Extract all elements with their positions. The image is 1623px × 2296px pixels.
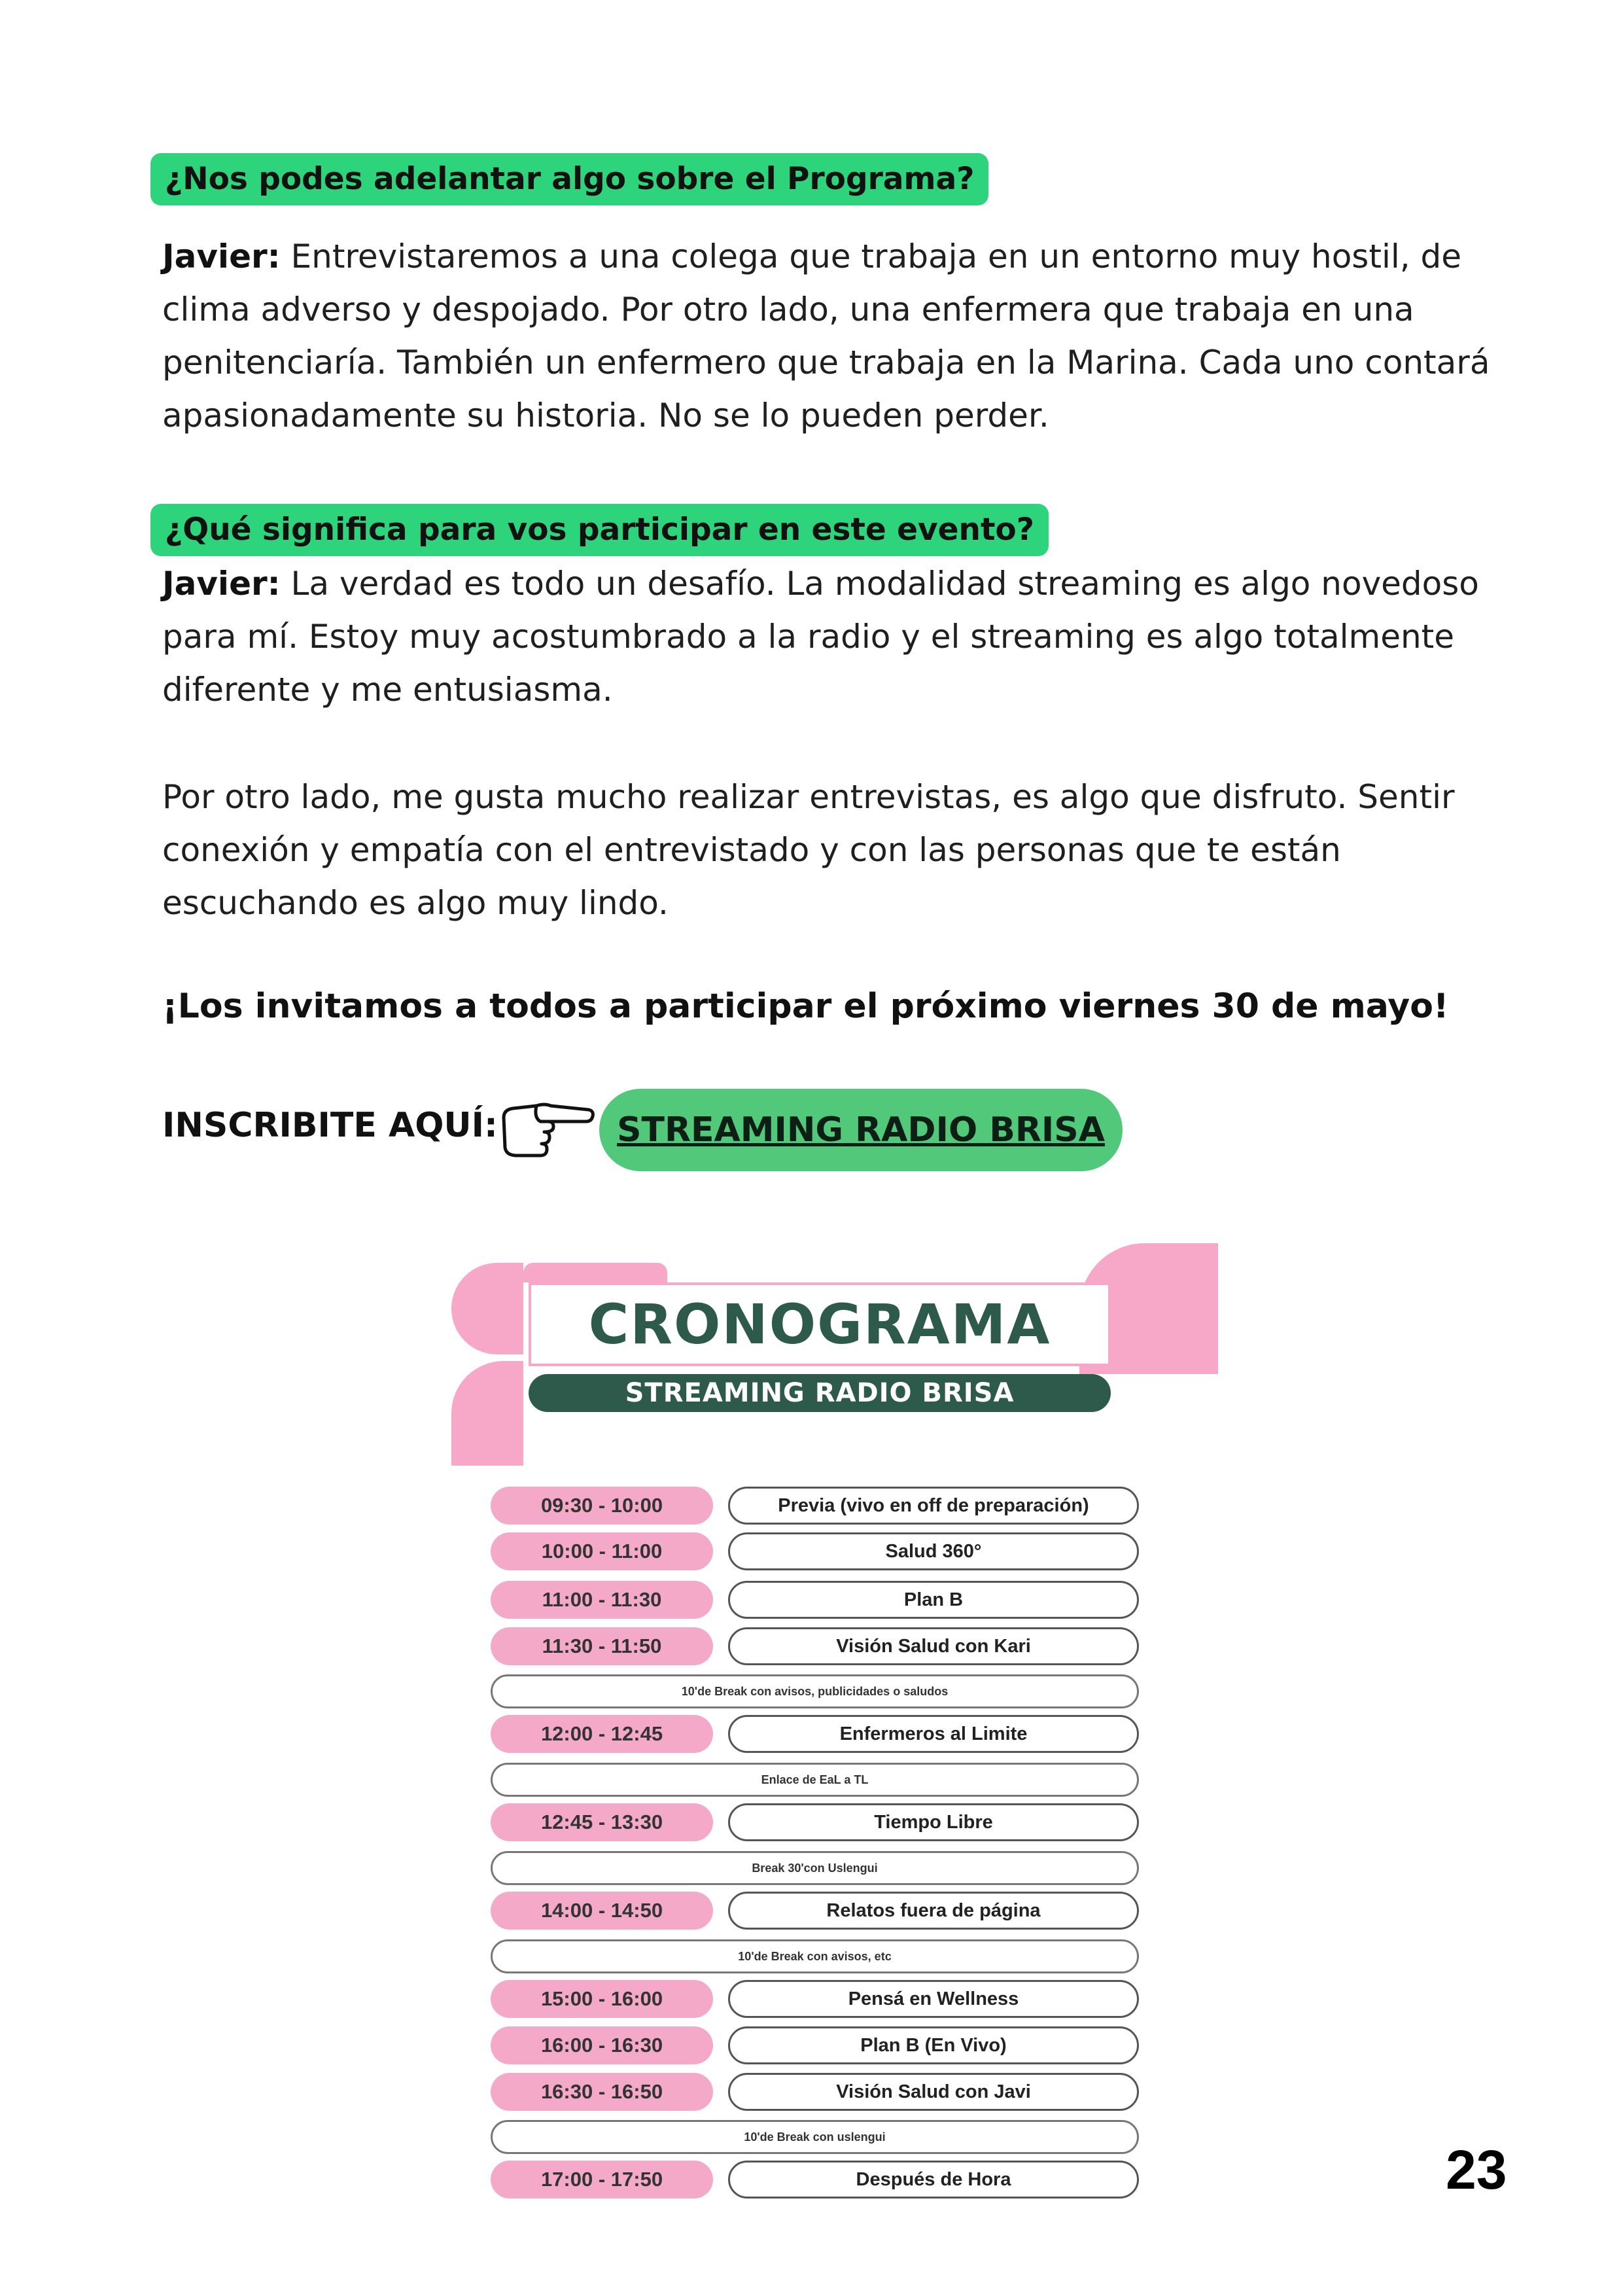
speaker-label: Javier: [162, 565, 281, 603]
decor-shape [1166, 1243, 1218, 1374]
decor-shape [523, 1263, 667, 1282]
program-name: Salud 360° [728, 1532, 1139, 1570]
decor-shape [451, 1361, 523, 1466]
pointing-hand-icon [497, 1091, 595, 1163]
program-name: Visión Salud con Kari [728, 1627, 1139, 1665]
invitation-line: ¡Los invitamos a todos a participar el próximo viernes 30 de mayo! [162, 987, 1449, 1026]
schedule-infographic [451, 1243, 1218, 2212]
break-row: Enlace de EaL a TL [491, 1763, 1139, 1797]
program-name: Previa (vivo en off de preparación) [728, 1487, 1139, 1525]
break-row: Break 30'con Uslengui [491, 1851, 1139, 1885]
program-name: Tiempo Libre [728, 1803, 1139, 1841]
time-slot: 09:30 - 10:00 [491, 1487, 713, 1525]
answer-text: La verdad es todo un desafío. La modalidad streaming es algo novedoso para mí. Estoy muy acostumbrado a la radio y el streaming es algo totalmente diferente y me entusiasma. [162, 565, 1479, 709]
time-slot: 15:00 - 16:00 [491, 1980, 713, 2018]
time-slot: 16:30 - 16:50 [491, 2073, 713, 2111]
program-name: Visión Salud con Javi [728, 2073, 1139, 2111]
program-name: Plan B [728, 1581, 1139, 1619]
time-slot: 12:45 - 13:30 [491, 1803, 713, 1841]
speaker-label: Javier: [162, 238, 281, 275]
decor-shape [451, 1263, 523, 1354]
program-name: Plan B (En Vivo) [728, 2026, 1139, 2064]
time-slot: 11:30 - 11:50 [491, 1627, 713, 1665]
answer-text: Entrevistaremos a una colega que trabaja en un entorno muy hostil, de clima adverso y despojado. Por otro lado, una enfermera que trabaja en una penitenciaría. También un enfermero que trabaja en la Marina. Cada uno contará apasionadamente su historia. No se lo pueden perder. [162, 238, 1490, 434]
break-row: 10'de Break con uslengui [491, 2120, 1139, 2154]
break-row: 10'de Break con avisos, publicidades o saludos [491, 1674, 1139, 1708]
break-row: 10'de Break con avisos, etc [491, 1939, 1139, 1973]
time-slot: 16:00 - 16:30 [491, 2026, 713, 2064]
register-label: INSCRIBITE AQUÍ: [162, 1106, 498, 1145]
answer-evento [162, 557, 1490, 716]
answer-evento-continued: Por otro lado, me gusta mucho realizar entrevistas, es algo que disfruto. Sentir conexión y empatía con el entrevistado y con las personas que te están escuchando es algo muy lindo. [162, 778, 1455, 922]
time-slot: 10:00 - 11:00 [491, 1532, 713, 1570]
question-heading-programa: ¿Nos podes adelantar algo sobre el Programa? [150, 153, 988, 205]
time-slot: 12:00 - 12:45 [491, 1715, 713, 1753]
program-name: Relatos fuera de página [728, 1892, 1139, 1930]
program-name: Enfermeros al Limite [728, 1715, 1139, 1753]
time-slot: 11:00 - 11:30 [491, 1581, 713, 1619]
program-name: Después de Hora [728, 2161, 1139, 2199]
time-slot: 14:00 - 14:50 [491, 1892, 713, 1930]
schedule-title: CRONOGRAMA [529, 1282, 1111, 1366]
question-heading-evento: ¿Qué significa para vos participar en este evento? [150, 504, 1049, 556]
program-name: Pensá en Wellness [728, 1980, 1139, 2018]
schedule-subtitle: STREAMING RADIO BRISA [529, 1374, 1111, 1412]
streaming-radio-brisa-link[interactable]: STREAMING RADIO BRISA [599, 1089, 1123, 1171]
time-slot: 17:00 - 17:50 [491, 2161, 713, 2199]
page-number: 23 [1446, 2139, 1507, 2200]
answer-programa [162, 230, 1490, 442]
